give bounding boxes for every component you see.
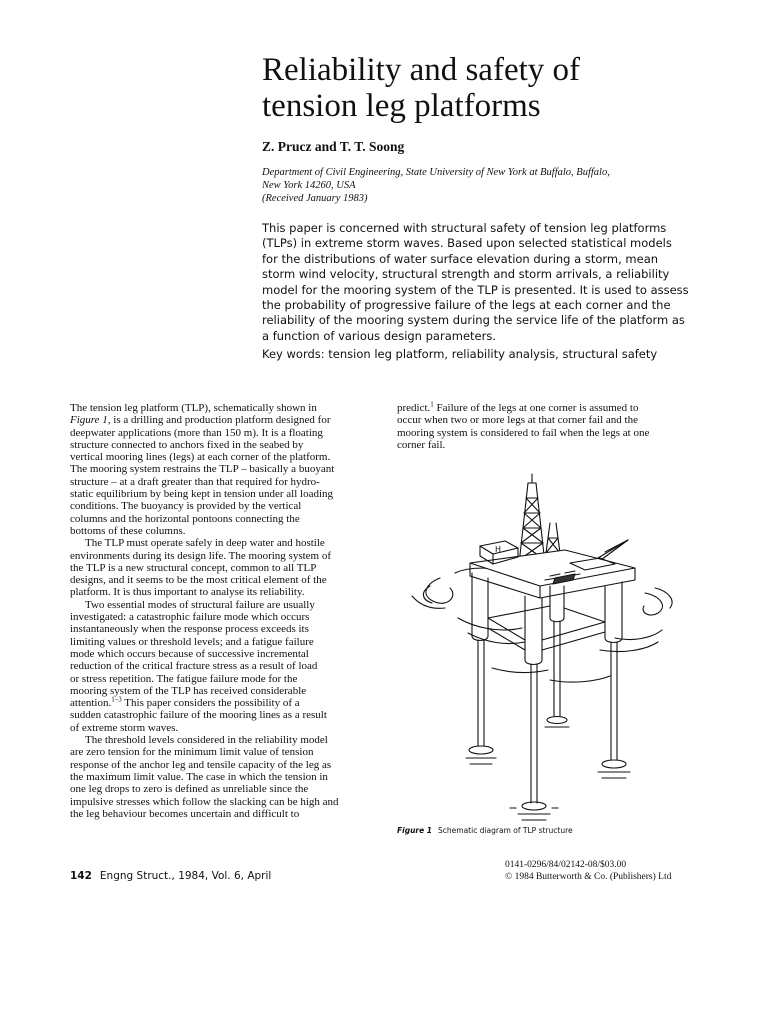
article-title: [262, 52, 722, 124]
abstract-line: model for the mooring system of the TLP is presented. It is used to assess: [262, 282, 689, 297]
affiliation-line: New York 14260, USA: [262, 180, 356, 191]
figure-label: Figure 1: [397, 826, 433, 835]
body-line: environments during its design life. The mooring system of: [70, 549, 332, 562]
body-line: [70, 697, 370, 709]
body-line: The tension leg platform (TLP), schematically shown in: [70, 402, 317, 414]
body-line-text: attention.: [70, 697, 112, 710]
body-line: the TLP is a new structural concept, common to all TLP: [70, 561, 317, 574]
body-line-text: Failure of the legs at one corner is assumed to: [433, 402, 639, 414]
body-line: instantaneously when the response process exceeds its: [70, 623, 309, 636]
body-line: designs, and it seems to be the most critical element of the: [70, 574, 327, 587]
body-line: sudden catastrophic failure of the mooring lines as a result: [70, 709, 327, 722]
body-line: reduction of the critical fracture stress as a result of load: [70, 660, 318, 673]
affiliation-line: Department of Civil Engineering, State University of New York at Buffalo, Buffalo,: [262, 167, 610, 178]
body-line: The mooring system restrains the TLP – basically a buoyant: [70, 463, 335, 476]
body-line: limiting values or threshold levels; and a fatigue failure: [70, 635, 314, 648]
body-line: [70, 414, 370, 426]
abstract-line: a function of various design parameters.: [262, 328, 496, 343]
body-line: structure – at a draft greater than that required for hydro-: [70, 475, 320, 488]
body-line: vertical mooring lines (legs) at each corner of the platform.: [70, 451, 331, 464]
body-line: Two essential modes of structural failure are usually: [85, 598, 315, 611]
body-line: columns and the horizontal pontoons connecting the: [70, 512, 300, 525]
body-line: conditions. The buoyancy is provided by the vertical: [70, 500, 302, 513]
body-line: response of the anchor leg and tensile capacity of the leg as: [70, 758, 332, 771]
svg-text:H: H: [495, 545, 502, 554]
abstract-line: storm wind velocity, structural strength and storm arrivals, a reliability: [262, 267, 670, 282]
body-line: platform. It is thus important to analyse its reliability.: [70, 586, 305, 599]
body-line: investigated: a catastrophic failure mode which occurs: [70, 611, 310, 624]
body-column-right: [397, 402, 697, 451]
body-line: the maximum limit value. The case in which the tension in: [70, 770, 328, 783]
body-line: of extreme storm waves.: [70, 721, 179, 734]
copyright-notice: © 1984 Butterworth & Co. (Publishers) Ltd: [505, 872, 672, 882]
authors: Z. Prucz and T. T. Soong: [262, 139, 405, 154]
abstract-line: for the distributions of water surface elevation during a storm, mean: [262, 251, 659, 266]
abstract-line: (TLPs) in extreme storm waves. Based upon selected statistical models: [262, 236, 672, 251]
body-line: [397, 402, 697, 414]
body-line-text: This paper considers the possibility of a: [121, 697, 300, 710]
body-line: corner fail.: [397, 438, 446, 451]
body-line: occur when two or more legs at that corner fail and the: [397, 414, 638, 427]
journal-citation: Engng Struct., 1984, Vol. 6, April: [99, 870, 272, 882]
footer-journal: [70, 870, 271, 882]
citation-superscript: 1: [430, 400, 434, 409]
figure-caption: [397, 826, 573, 835]
body-line: structure connected to anchors fixed in the seabed by: [70, 438, 304, 451]
keywords: Key words: tension leg platform, reliability analysis, structural safety: [262, 347, 658, 361]
body-line-text: , is a drilling and production platform designed for: [107, 414, 331, 427]
abstract-line: reliability of the mooring system during the service life of the platform as: [262, 313, 685, 328]
abstract-line: the probability of progressive failure of the legs at each corner and the: [262, 298, 671, 313]
abstract: [262, 221, 732, 344]
body-line: are zero tension for the minimum limit value of tension: [70, 746, 314, 759]
body-column-left: [70, 402, 370, 820]
body-line: impulsive stresses which follow the slacking can be high and: [70, 795, 339, 808]
body-line: deepwater applications (more than 150 m). It is a floating: [70, 426, 323, 439]
body-line: bottoms of these columns.: [70, 524, 186, 537]
body-line: The TLP must operate safely in deep water and hostile: [85, 537, 325, 550]
body-line: mode which occurs because of successive incremental: [70, 647, 309, 660]
citation-superscript: 1–3: [111, 695, 122, 704]
tlp-schematic-figure: [400, 468, 700, 828]
footer-copyright: [505, 859, 671, 883]
article-code: 0141-0296/84/02142-08/$03.00: [505, 860, 627, 870]
affiliation: [262, 166, 722, 205]
body-line: or stress repetition. The fatigue failure mode for the: [70, 672, 298, 685]
body-line: static equilibrium by being kept in tension under all loading: [70, 488, 334, 501]
body-line: The threshold levels considered in the reliability model: [85, 734, 328, 747]
figure-reference[interactable]: Figure 1: [70, 414, 108, 427]
body-line: the leg behaviour becomes uncertain and difficult to: [70, 807, 300, 820]
seabed-anchors: [466, 717, 630, 821]
figure-caption-text: Schematic diagram of TLP structure: [438, 826, 573, 835]
page-number: 142: [70, 870, 92, 882]
abstract-line: This paper is concerned with structural safety of tension leg platforms: [262, 221, 667, 235]
body-line-text: predict.: [397, 402, 431, 414]
received-date: (Received January 1983): [262, 193, 368, 204]
title-line: tension leg platforms: [262, 88, 541, 124]
body-line: mooring system of the TLP has received considerable: [70, 684, 307, 697]
body-line: one leg drops to zero is defined as unreliable since the: [70, 783, 309, 796]
body-line: mooring system is considered to fail when the legs at one: [397, 426, 650, 439]
title-line: Reliability and safety of: [262, 52, 580, 88]
